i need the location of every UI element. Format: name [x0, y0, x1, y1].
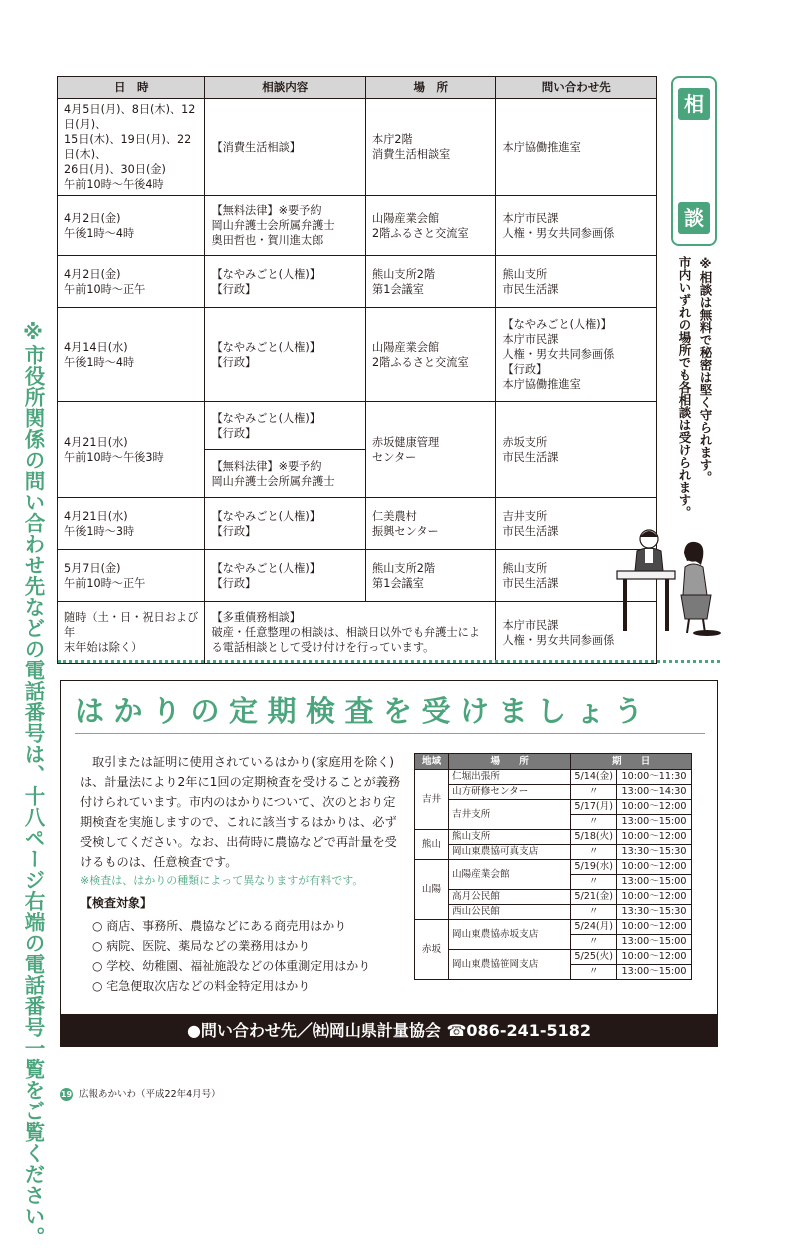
consultation-illustration — [615, 525, 725, 637]
target-list — [92, 916, 370, 996]
cell-contact: 熊山支所 市民生活課 — [496, 256, 657, 308]
cell-place: 岡山東農協笹岡支店 — [449, 950, 571, 980]
cell-content: 【なやみごと(人権)】 【行政】 — [205, 402, 366, 450]
cell-place: 岡山東農協可真支店 — [449, 845, 571, 860]
table-row — [415, 890, 692, 905]
cell-time: 13:00〜15:00 — [617, 965, 692, 980]
scale-section-title: はかりの定期検査を受けましょう — [75, 694, 653, 728]
cell-datetime: 4月2日(金) 午後1時〜4時 — [58, 196, 205, 256]
header-area: 地域 — [415, 754, 449, 770]
cell-datetime: 随時（土・日・祝日および年 末年始は除く） — [58, 602, 205, 664]
cell-place: 赤坂健康管理 センター — [366, 402, 496, 498]
cell-time: 13:00〜15:00 — [617, 935, 692, 950]
publication-name: 広報あかいわ（平成22年4月号） — [79, 1089, 221, 1100]
cell-time: 10:00〜12:00 — [617, 830, 692, 845]
cell-datetime: 4月5日(月)、8日(木)、12日(月)、 15日(木)、19日(月)、22日(木)、 26日(月)、30日(金) 午前10時〜午後4時 — [58, 99, 205, 196]
cell-place: 山陽産業会館 2階ふるさと交流室 — [366, 308, 496, 402]
cell-date: 〃 — [571, 905, 617, 920]
table-row — [415, 785, 692, 800]
header-content: 相談内容 — [205, 77, 366, 99]
cell-contact: 吉井支所 市民生活課 — [496, 498, 657, 550]
sodan-heading-box — [671, 76, 717, 246]
cell-place: 西山公民館 — [449, 905, 571, 920]
cell-datetime: 4月14日(水) 午後1時〜4時 — [58, 308, 205, 402]
cell-date: 〃 — [571, 935, 617, 950]
table-row — [415, 770, 692, 785]
table-row — [58, 196, 657, 256]
cell-place: 岡山東農協赤坂支店 — [449, 920, 571, 950]
header-datetime: 日 時 — [58, 77, 205, 99]
cell-content: 【なやみごと(人権)】 【行政】 — [205, 498, 366, 550]
sodan-note: ※相談は無料で秘密は堅く守られます。 市内いずれの場所でも各相談は受けられます。 — [677, 256, 713, 519]
cell-contact: 本庁協働推進室 — [496, 99, 657, 196]
table-row — [415, 920, 692, 935]
table-row — [58, 402, 657, 450]
table-row — [58, 256, 657, 308]
cell-area: 赤坂 — [415, 920, 449, 980]
cell-contact: 本庁市民課 人権・男女共同参画係 — [496, 602, 657, 664]
side-note: ※市役所関係の問い合わせ先などの電話番号は、十八ページ右端の電話番号一覧をご覧ください。 — [21, 320, 45, 1248]
table-row — [58, 550, 657, 602]
cell-time: 10:00〜12:00 — [617, 890, 692, 905]
cell-time: 13:00〜15:00 — [617, 815, 692, 830]
list-item: ○ 学校、幼稚園、福祉施設などの体重測定用はかり — [92, 959, 371, 973]
list-item: ○ 商店、事務所、農協などにある商売用はかり — [92, 919, 347, 933]
table-header-row — [415, 754, 692, 770]
table-row — [415, 830, 692, 845]
page-footer — [60, 1086, 221, 1101]
cell-area: 吉井 — [415, 770, 449, 830]
table-row — [58, 498, 657, 550]
header-date: 期 日 — [571, 754, 692, 770]
cell-content: 【なやみごと(人権)】 【行政】 — [205, 256, 366, 308]
scale-intro-text: 取引または証明に使用されているはかり(家庭用を除く)は、計量法により2年に1回の定期検査を受けることが義務付けられています。市内のはかりについて、次のとおり定期検査を実施しますので、これに該当するはかりは、必ず受検してください。なお、出荷時に農協などで再計量を受けるものは、任意検査です。 — [80, 755, 401, 869]
section-divider — [58, 660, 720, 663]
cell-time: 10:00〜11:30 — [617, 770, 692, 785]
cell-contact: 【なやみごと(人権)】 本庁市民課 人権・男女共同参画係 【行政】 本庁協働推進室 — [496, 308, 657, 402]
cell-time: 13:30〜15:30 — [617, 845, 692, 860]
title-underline — [75, 733, 705, 734]
header-contact: 問い合わせ先 — [496, 77, 657, 99]
table-row — [415, 950, 692, 965]
table-row — [415, 860, 692, 875]
cell-time: 10:00〜12:00 — [617, 950, 692, 965]
table-row — [58, 308, 657, 402]
cell-time: 10:00〜12:00 — [617, 800, 692, 815]
cell-place: 吉井支所 — [449, 800, 571, 830]
cell-date: 〃 — [571, 845, 617, 860]
cell-place: 山陽産業会館 — [449, 860, 571, 890]
cell-date: 5/17(月) — [571, 800, 617, 815]
cell-date: 〃 — [571, 785, 617, 800]
cell-date: 5/21(金) — [571, 890, 617, 905]
cell-contact: 赤坂支所 市民生活課 — [496, 402, 657, 498]
table-row — [58, 602, 657, 664]
cell-datetime: 4月2日(金) 午前10時〜正午 — [58, 256, 205, 308]
sodan-char-2: 談 — [678, 202, 710, 234]
cell-place: 本庁2階 消費生活相談室 — [366, 99, 496, 196]
cell-area: 熊山 — [415, 830, 449, 860]
cell-content: 【無料法律】※要予約 岡山弁護士会所属弁護士 奥田哲也・賀川進太郎 — [205, 196, 366, 256]
cell-content: 【消費生活相談】 — [205, 99, 366, 196]
cell-contact: 本庁市民課 人権・男女共同参画係 — [496, 196, 657, 256]
cell-contact: 熊山支所 市民生活課 — [496, 550, 657, 602]
contact-bar: ●問い合わせ先／㈳岡山県計量協会 ☎086-241-5182 — [60, 1014, 718, 1047]
cell-content: 【なやみごと(人権)】 【行政】 — [205, 550, 366, 602]
cell-date: 5/24(月) — [571, 920, 617, 935]
header-place: 場 所 — [449, 754, 571, 770]
cell-place: 山陽産業会館 2階ふるさと交流室 — [366, 196, 496, 256]
cell-date: 〃 — [571, 965, 617, 980]
cell-time: 10:00〜12:00 — [617, 920, 692, 935]
cell-content: 【無料法律】※要予約 岡山弁護士会所属弁護士 — [205, 450, 366, 498]
cell-place: 高月公民館 — [449, 890, 571, 905]
cell-place: 熊山支所2階 第1会議室 — [366, 256, 496, 308]
cell-time: 13:00〜14:30 — [617, 785, 692, 800]
cell-content: 【なやみごと(人権)】 【行政】 — [205, 308, 366, 402]
cell-date: 5/14(金) — [571, 770, 617, 785]
cell-area: 山陽 — [415, 860, 449, 920]
table-row — [58, 99, 657, 196]
cell-place: 山方研修センター — [449, 785, 571, 800]
cell-time: 10:00〜12:00 — [617, 860, 692, 875]
cell-place: 熊山支所2階 第1会議室 — [366, 550, 496, 602]
cell-datetime: 4月21日(水) 午後1時〜3時 — [58, 498, 205, 550]
table-row — [415, 845, 692, 860]
inspection-schedule-table — [414, 753, 692, 980]
table-header-row — [58, 77, 657, 99]
cell-time: 13:00〜15:00 — [617, 875, 692, 890]
list-item: ○ 宅急便取次店などの料金特定用はかり — [92, 979, 311, 993]
target-heading: 【検査対象】 — [80, 896, 153, 910]
cell-place: 仁美農村 振興センター — [366, 498, 496, 550]
sodan-char-1: 相 — [678, 88, 710, 120]
cell-content: 【多重債務相談】 破産・任意整理の相談は、相談日以外でも弁護士によ る電話相談として受け付けを行っています。 — [205, 602, 496, 664]
cell-datetime: 4月21日(水) 午前10時〜午後3時 — [58, 402, 205, 498]
cell-time: 13:30〜15:30 — [617, 905, 692, 920]
cell-date: 5/25(火) — [571, 950, 617, 965]
list-item: ○ 病院、医院、薬局などの業務用はかり — [92, 939, 311, 953]
header-place: 場 所 — [366, 77, 496, 99]
cell-place: 熊山支所 — [449, 830, 571, 845]
cell-datetime: 5月7日(金) 午前10時〜正午 — [58, 550, 205, 602]
consultation-table — [57, 76, 657, 664]
table-row — [415, 905, 692, 920]
fee-note: ※検査は、はかりの種類によって異なりますが有料です。 — [80, 874, 364, 887]
cell-date: 5/19(水) — [571, 860, 617, 875]
cell-date: 5/18(火) — [571, 830, 617, 845]
cell-date: 〃 — [571, 815, 617, 830]
page-number: 19 — [60, 1090, 73, 1099]
cell-date: 〃 — [571, 875, 617, 890]
cell-place: 仁堀出張所 — [449, 770, 571, 785]
table-row — [415, 800, 692, 815]
